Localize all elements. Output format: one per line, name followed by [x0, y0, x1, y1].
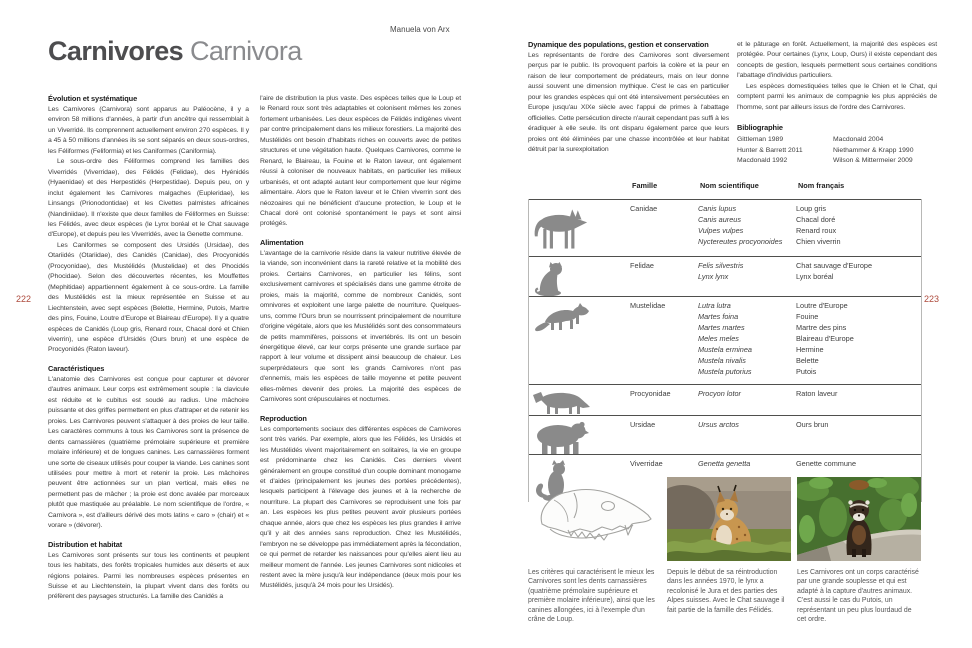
section-heading: Distribution et habitat [48, 539, 123, 549]
species-french-name: Raton laveur [796, 389, 838, 398]
bibliography [737, 123, 937, 166]
species-list [698, 300, 920, 384]
species-list [698, 203, 920, 256]
bibliography-entry: Hunter & Barrett 2011 [737, 146, 803, 154]
species-line [698, 214, 920, 225]
species-scientific-name: Ursus arctos [698, 420, 739, 429]
species-scientific-name: Felis silvestris [698, 261, 744, 270]
header-famille: Famille [632, 181, 658, 190]
species-french-name: Putois [796, 367, 817, 376]
species-line [698, 203, 920, 214]
species-list [698, 419, 920, 454]
bibliography-entry: Gittleman 1989 [737, 136, 784, 144]
polecat-photo [797, 477, 921, 561]
species-french-name: Chacal doré [796, 215, 836, 224]
species-list [698, 388, 920, 415]
left-page-column-1 [48, 94, 249, 603]
page-number-left: 222 [16, 294, 32, 304]
bibliography-column-a [737, 135, 833, 166]
raccoon-silhouette-icon [529, 388, 630, 415]
species-line [698, 355, 920, 366]
marten-silhouette-icon [529, 300, 630, 384]
section-heading: Dynamique des populations, gestion et conservation [528, 40, 709, 49]
species-scientific-name: Lynx lynx [698, 272, 729, 281]
species-scientific-name: Genetta genetta [698, 459, 751, 468]
species-scientific-name: Martes foina [698, 312, 739, 321]
species-line [698, 225, 920, 236]
species-scientific-name: Vulpes vulpes [698, 226, 744, 235]
family-name: Procyonidae [630, 389, 671, 398]
species-line [698, 344, 920, 355]
body-paragraph: Le sous-ordre des Féliformes comprend les familles des Viverridés (Viverridae), des Félidés (Felidae), des Hyénidés (Hyaenidae) et des Herpestidés (Herpestidae). Depuis peu, on y inclut également les Carnivores malgaches (Eupleridae), les Linsangs (Prionodontidae) et les Civettes palmistes africaines (Nandiniidae). Il n'existe que deux familles de Féliformes en Suisse: les Félidés, avec deux espèces (le Lynx boréal et le Chat sauvage d'Europe), et depuis peu les Viverridés, avec la Genette commune. [48, 158, 249, 239]
body-paragraph: Les Carnivores sont présents sur tous les continents et peuplent tous les habitats, des forêts tropicales humides aux déserts et aux régions polaires. Parmi les nombreuses espèces présentes en Suisse et au Liechtenstein, la plupart vivent dans des forêts ou préfèrent des paysages structurés. La famille des Canidés a [48, 551, 249, 601]
cat-silhouette-icon [529, 260, 630, 296]
page-number-right: 223 [924, 294, 940, 304]
header-nom-francais: Nom français [798, 181, 845, 190]
section-heading: Évolution et systématique [48, 94, 138, 103]
species-scientific-name: Lutra lutra [698, 301, 731, 310]
species-list [698, 260, 920, 296]
body-paragraph: Les Carnivores (Carnivora) sont apparus au Paléocène, il y a environ 58 millions d'années, à partir d'un ancêtre qui ressemblait à un Viverridé. Ils comprennent actuellement environ 270 espèces. Il y a 45 à 50 millions d'années ils se sont séparés en deux sous-ordres, les Féliformes (Feliformia) et les Caniformes (Caniformia). [48, 106, 249, 155]
skull-caption: Les critères qui caractérisent le mieux les Carnivores sont les dents carnassières (quatrième prémolaire supérieure et première molaire inférieure), ainsi que les canines allongées, ici à l'exemple d'un crâne de Loup. [528, 569, 655, 624]
species-french-name: Renard roux [796, 226, 837, 235]
bibliography-column-b [833, 135, 913, 166]
species-scientific-name: Nyctereutes procyonoides [698, 237, 783, 246]
species-line [698, 271, 920, 282]
species-french-name: Blaireau d'Europe [796, 334, 854, 343]
species-french-name: Chien viverrin [796, 237, 841, 246]
species-scientific-name: Canis lupus [698, 204, 737, 213]
right-page-column-2 [737, 40, 937, 166]
species-line [698, 236, 920, 247]
title-french: Carnivores [48, 36, 184, 66]
section-heading: Caractéristiques [48, 363, 105, 373]
body-paragraph: et le pâturage en forêt. Actuellement, la majorité des espèces est protégée. Pour certaines (Lynx, Loup, Ours) il existe cependant des concepts de gestion, lesquels permettent sous certaines conditions l'abattage d'individus particuliers. [737, 41, 937, 80]
species-french-name: Ours brun [796, 420, 829, 429]
species-line [698, 311, 920, 322]
species-line [698, 458, 920, 469]
species-scientific-name: Mustela erminea [698, 345, 752, 354]
species-scientific-name: Martes martes [698, 323, 745, 332]
title-latin: Carnivora [189, 36, 302, 66]
bibliography-heading: Bibliographie [737, 123, 783, 133]
species-french-name: Fouine [796, 312, 819, 321]
body-paragraph: Les Caniformes se composent des Ursidés (Ursidae), des Otariidés (Otariidae), des Canidés (Canidae), des Procyonidés (Procyonidae), des Mustélidés (Mustelidae) et des Phocidés (Phocidae). Selon des découvertes récentes, les Mouffettes (Mephitidae) appartiennent également à ce sous-ordre. La famille des Mustélidés est la mieux représentée en Suisse et au Liechtenstein, avec sept espèces (Belette, Hermine, Putois, Martre des pins, Fouine, Loutre d'Europe et Blaireau d'Europe). Il y a quatre espèces de Canidés (Loup gris, Renard roux, Chacal doré et Chien viverrin), une espèce d'Ursidés (Ours brun) et une espèce de Procyonidés (Raton laveur). [48, 241, 249, 354]
species-line [698, 419, 920, 430]
header-nom-scientifique: Nom scientifique [700, 181, 759, 190]
species-scientific-name: Mustela nivalis [698, 356, 746, 365]
body-paragraph: L'anatomie des Carnivores est conçue pour capturer et dévorer d'autres animaux. Leur corps est extrêmement souple : la clavicule est réduite et le cubitus est soudé au radius. Une mâchoire puissante et des griffes permettent en plus d'attraper et de retenir les proies. Les Carnivores peuvent s'attaquer à des proies de leur taille. Les caractères communs à tous les Carnivores sont la présence de dents carnassières (quatrième prémolaire supérieure et première molaire inférieure) et de longues canines. Les carnassières forment une sorte de ciseaux utilisés pour couper la viande. Les canines sont utilisées pour mettre à mort et retenir la proie. Les mâchoires peuvent être actionnées sur un plan vertical, mais elles ne permettent pas de mâcher ; la proie est donc avalée par morceaux plutôt que mastiquée au préalable. Le nom scientifique de l'ordre, « Carnivora », est d'ailleurs dérivé des mots latins « caro » (chair) et « vorare » (dévorer). [48, 375, 249, 530]
section-heading: Reproduction [260, 413, 307, 423]
wolf-skull-drawing [528, 480, 660, 558]
body-paragraph: Les comportements sociaux des différentes espèces de Carnivores sont très variés. Par exemple, alors que les Félidés, les Ursidés et les Mustélidés vivent majoritairement en solitaires, la vie en groupe est prédominante chez les Canidés. Ces derniers vivent généralement en groupe constitué d'un couple dominant monogame et d'aides (principalement les jeunes des portées précédentes), lesquels participent à l'élevage des jeunes et à la recherche de nourriture. La plupart des Carnivores se reproduisent une fois par an. Les espèces les plus petites peuvent avoir plusieurs portées chaque année, alors que chez les espèces les plus grandes il arrive qu'il y ait des années sans reproduction. Chez les Mustélidés, l'embryon ne se développe pas immédiatement après la fécondation, ce qui permet de retarder les naissances pour qu'elles aient lieu au meilleur moment de l'année. Les jeunes Carnivores sont nidicoles et restent avec la mère jusqu'à leur indépendance (deux mois pour les Mustélidés, jusqu'à 24 mois pour les Ursidés). [260, 425, 461, 590]
body-paragraph: L'avantage de la carnivorie réside dans la valeur nutritive élevée de la viande, son inconvénient dans la rareté relative et la mobilité des proies. Certains Carnivores, en particulier les félins, sont exclusivement carnivores et spécialisés dans une gamme étroite de proies, mais la majorité, comme de nombreux Canidés, sont omnivores et exploitent une large palette de nourriture. Quelques-uns, comme l'Ours brun se nourrissent principalement de nourriture d'origine végétale, alors que les Mustélidés sont des consommateurs de petits mammifères, poissons et invertébrés. Ils ont un besoin énergétique élevé, car leur corps présente une grande surface par rapport à leur volume et dissipent ainsi beaucoup de chaleur. Les superprédateurs que sont les grands Carnivores n'ont pas d'ennemis, mais les espèces de taille moyenne et petite peuvent elles-mêmes devenir des proies. La majorité des espèces de Carnivores sont crépusculaires et nocturnes. [260, 249, 461, 404]
family-name: Felidae [630, 261, 654, 270]
species-french-name: Hermine [796, 345, 824, 354]
family-name: Viverridae [630, 459, 663, 468]
table-row-procyonidae [529, 384, 921, 415]
bibliography-entry: Niethammer & Krapp 1990 [833, 146, 914, 154]
species-line [698, 300, 920, 311]
family-name: Canidae [630, 204, 658, 213]
right-page-column-1 [528, 40, 729, 156]
species-scientific-name: Canis aureus [698, 215, 741, 224]
table-row-mustelidae [529, 296, 921, 384]
species-scientific-name: Mustela putorius [698, 367, 752, 376]
table-row-canidae [529, 199, 921, 256]
putois-caption: Les Carnivores ont un corps caractérisé par une grande souplesse et qui est adapté à la capture d'autres animaux. C'est aussi le cas du Putois, un représentant un peu plus lourdaud de cet ordre. [797, 569, 919, 624]
species-scientific-name: Meles meles [698, 334, 739, 343]
page-title [48, 36, 302, 67]
species-table [528, 178, 922, 502]
species-french-name: Loutre d'Europe [796, 301, 848, 310]
species-french-name: Loup gris [796, 204, 827, 213]
bear-silhouette-icon [529, 419, 630, 454]
species-french-name: Chat sauvage d'Europe [796, 261, 873, 270]
bibliography-entry: Macdonald 1992 [737, 156, 788, 164]
species-line [698, 260, 920, 271]
lynx-caption: Depuis le début de sa réintroduction dans les années 1970, le lynx a recolonisé le Jura et des parties des Alpes suisses. Avec le Chat sauvage il fait partie de la famille des Félidés. [667, 569, 785, 614]
bibliography-entry: Wilson & Mittermeier 2009 [833, 156, 913, 164]
species-french-name: Martre des pins [796, 323, 847, 332]
species-line [698, 388, 920, 399]
table-row-felidae [529, 256, 921, 296]
body-paragraph: l'aire de distribution la plus vaste. Des espèces telles que le Loup et le Renard roux sont très adaptables et colonisent mêmes les zones fortement urbanisées. Les deux espèces de Félidés indigènes vivent par contre principalement dans les milieux forestiers. La majorité des Mustélidés ont besoin d'habitats riches en couverts avec de petites structures et une végétation haute. Quelques Carnivores, comme le Renard, le Blaireau, la Fouine et le Raton laveur, ont également réussi à coloniser de nouveaux habitats, en particulier les milieux urbanisés, et ont adapté autant leur comportement que leur régime alimentaire. Alors que le Raton laveur et le Chien viverrin sont des néozoaires qui ne bénéficient d'aucune protection, le Loup et le Chacal doré ont colonisé spontanément le pays et sont ainsi protégés. [260, 95, 461, 228]
species-scientific-name: Procyon lotor [698, 389, 741, 398]
lynx-photo [667, 477, 791, 561]
bibliography-entry: Macdonald 2004 [833, 136, 884, 144]
species-table-header [528, 178, 922, 199]
left-page-column-2 [260, 94, 461, 592]
author-name: Manuela von Arx [390, 25, 450, 34]
species-line [698, 366, 920, 377]
body-paragraph: Les espèces domestiquées telles que le Chien et le Chat, qui comptent parmi les animaux de compagnie les plus appréciés de l'homme, sont par ailleurs issus de l'ordre des Carnivores. [737, 82, 937, 111]
family-name: Mustelidae [630, 301, 666, 310]
species-line [698, 322, 920, 333]
section-heading: Alimentation [260, 237, 304, 247]
species-french-name: Genette commune [796, 459, 857, 468]
body-paragraph: Les représentants de l'ordre des Carnivores sont diversement perçus par le public. Ils provoquent parfois la colère et la peur en raison de leur comportement de prédateurs, mais on leur donne aussi souvent une dimension mythique. C'est le cas en particulier pour les grandes espèces qui ont été intensivement persécutées en Europe jusqu'au XIXe siècle avec l'appui de primes à l'abattage officielles. Cette persécution directe n'aurait cependant pas suffi à les éradiquer à elle seule. Ils ont disparu également parce que leurs proies ont été éliminées par une chasse incontrôlée et leur habitat détruit par la surexploitation [528, 52, 729, 154]
species-line [698, 333, 920, 344]
species-french-name: Belette [796, 356, 819, 365]
family-name: Ursidae [630, 420, 656, 429]
table-row-ursidae [529, 415, 921, 454]
wolf-silhouette-icon [529, 203, 630, 256]
species-french-name: Lynx boréal [796, 272, 834, 281]
